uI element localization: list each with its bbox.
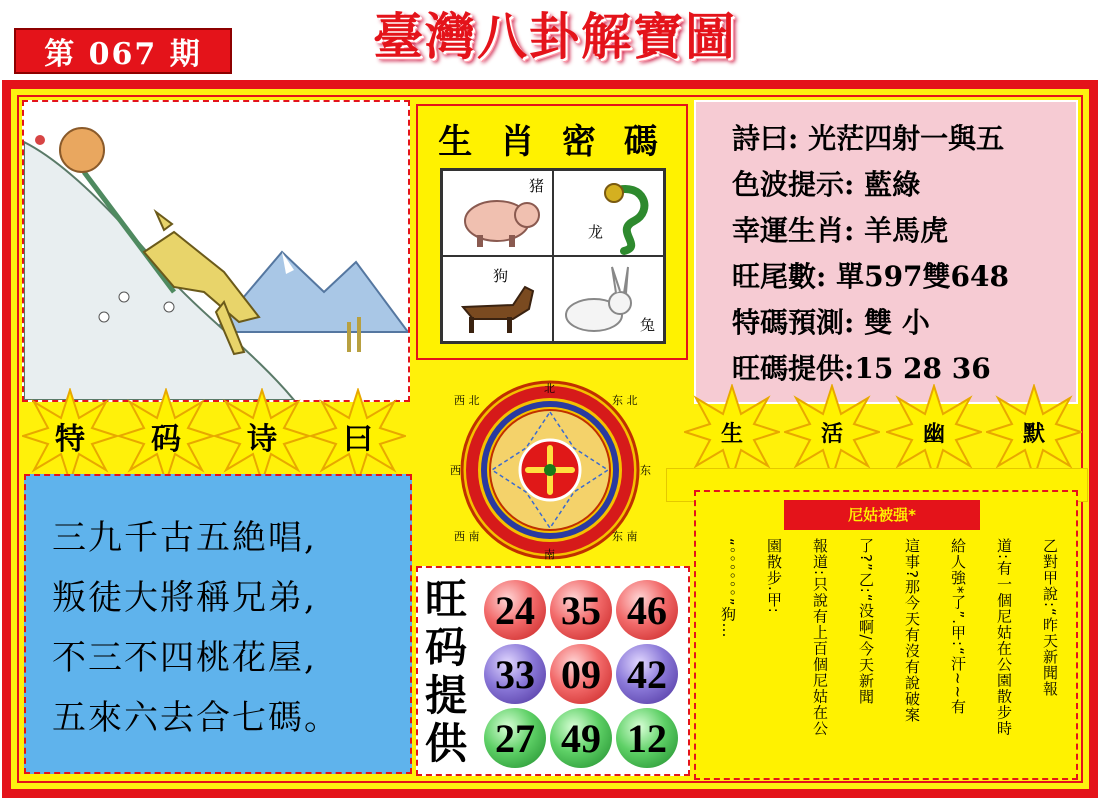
compass-label-w: 西 <box>450 464 461 477</box>
issue-badge: 第 067 期 <box>14 28 232 74</box>
star-text: 诗 <box>247 422 277 457</box>
zodiac-code-panel <box>416 104 688 360</box>
story-column: 了?”乙:“没啊/今天新聞 <box>857 538 875 705</box>
info-special-prediction: 特碼預測: 雙 小 <box>732 306 930 339</box>
number-ball: 35 <box>550 580 612 640</box>
poem-panel <box>24 474 412 774</box>
star-badge <box>310 388 406 484</box>
star-badge <box>886 384 982 480</box>
hot-numbers-panel <box>416 566 690 776</box>
star-text: 特 <box>55 422 85 457</box>
star-text: 默 <box>1022 420 1045 447</box>
star-text: 码 <box>151 422 181 457</box>
zodiac-cell-pig <box>442 170 553 256</box>
number-ball: 12 <box>616 708 678 768</box>
star-text: 活 <box>820 420 843 447</box>
zodiac-label: 狗 <box>493 267 509 285</box>
illustration-panel <box>22 100 410 402</box>
compass-label-se: 东 南 <box>612 530 638 543</box>
pig-icon <box>447 171 557 257</box>
zodiac-cell-dog <box>442 256 553 342</box>
story-column: “。。。。。。”狗… <box>719 538 737 639</box>
star-badge <box>684 384 780 480</box>
star-badge <box>784 384 880 480</box>
zodiac-cell-rabbit <box>553 256 664 342</box>
poem-line: 不三不四桃花屋, <box>52 638 317 678</box>
story-column: 給人強*了”.甲:“汗~~有 <box>949 538 967 716</box>
info-hot-numbers: 旺碼提供:15 28 36 <box>732 352 991 385</box>
compass-label-e: 东 <box>640 464 651 477</box>
star-badge <box>986 384 1082 480</box>
bagua-wheel-icon <box>444 378 694 562</box>
story-column: 園散步.甲: <box>765 538 783 614</box>
star-badge <box>214 388 310 484</box>
sack <box>60 128 104 172</box>
bagua-wheel <box>444 378 694 562</box>
number-ball: 42 <box>616 644 678 704</box>
zodiac-cell-dragon <box>553 170 664 256</box>
star-text: 幽 <box>922 420 945 447</box>
story-column: 報道:只說有上百個尼姑在公 <box>811 538 829 737</box>
hot-numbers-label: 旺码提供 <box>424 575 467 768</box>
page-title: 臺灣八卦解寶圖 <box>373 7 737 66</box>
story-column: 乙對甲說:“昨天新聞報 <box>1041 538 1059 697</box>
story-column: 道:有一個尼姑在公園散步時 <box>995 538 1013 737</box>
zodiac-grid <box>440 168 666 344</box>
number-ball: 49 <box>550 708 612 768</box>
poem-line: 五來六去合七碼。 <box>52 698 340 738</box>
number-ball: 09 <box>550 644 612 704</box>
poem-line: 三九千古五絶唱, <box>52 518 317 558</box>
rabbit-icon <box>554 257 664 343</box>
story-title: 尼姑被强* <box>784 500 980 530</box>
poem-line: 叛徒大將稱兄弟, <box>52 578 317 618</box>
info-tail-numbers: 旺尾數: 單597雙648 <box>732 260 1009 293</box>
zodiac-label: 兔 <box>639 316 655 334</box>
story-column: 這事?那今天有沒有說破案 <box>903 538 921 723</box>
number-ball: 33 <box>484 644 546 704</box>
number-ball: 24 <box>484 580 546 640</box>
dragon-icon <box>554 171 664 257</box>
info-poem: 詩曰: 光茫四射一與五 <box>732 122 1005 155</box>
number-ball: 46 <box>616 580 678 640</box>
zodiac-title: 生 肖 密 碼 <box>438 122 666 162</box>
number-ball: 27 <box>484 708 546 768</box>
info-panel <box>694 100 1078 404</box>
star-badge <box>118 388 214 484</box>
dog-icon <box>443 257 553 343</box>
star-text: 生 <box>720 420 743 447</box>
compass-label-nw: 西 北 <box>454 394 480 407</box>
zodiac-label: 猪 <box>528 177 544 195</box>
compass-label-sw: 西 南 <box>454 530 480 543</box>
zodiac-label: 龙 <box>588 223 604 241</box>
compass-label-s: 南 <box>544 548 555 561</box>
info-color-hint: 色波提示: 藍綠 <box>732 168 921 201</box>
compass-label-n: 北 <box>544 382 555 395</box>
story-panel <box>694 490 1078 780</box>
star-badge <box>22 388 118 484</box>
fox-hill-illustration <box>24 102 408 400</box>
info-lucky-zodiac: 幸運生肖: 羊馬虎 <box>732 214 949 247</box>
compass-label-ne: 东 北 <box>612 394 638 407</box>
star-text: 曰 <box>343 422 373 457</box>
